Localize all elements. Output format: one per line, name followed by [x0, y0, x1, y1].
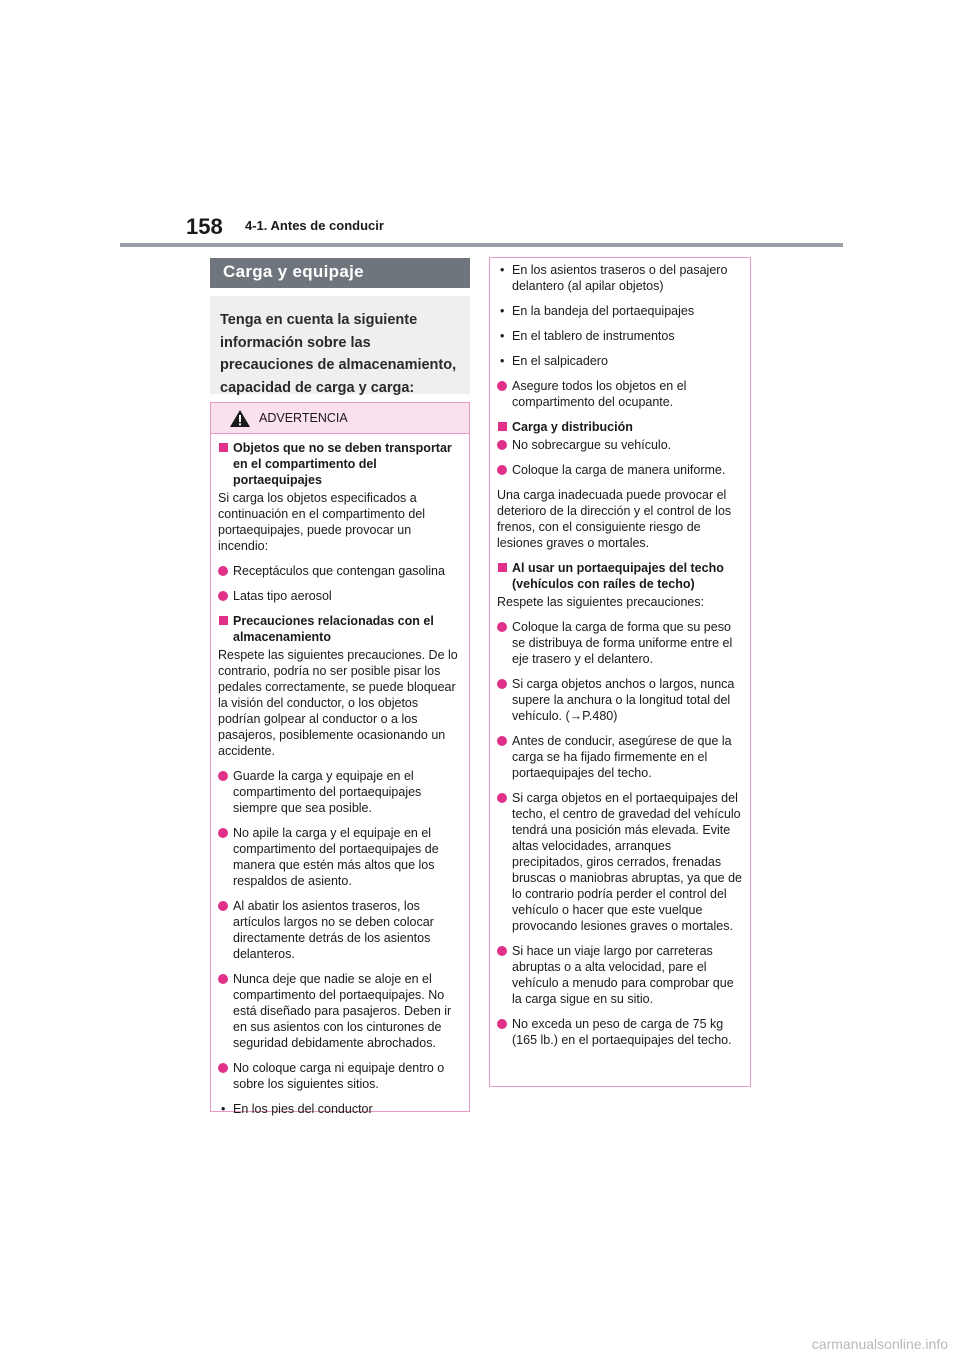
warning-bullet: No coloque carga ni equipaje dentro o sobre los siguientes sitios.	[218, 1060, 463, 1092]
dot-item: • En el salpicadero	[497, 353, 744, 369]
warning-paragraph: Si carga los objetos especificados a continuación en el compartimento del portaequipajes, puede provocar un incendio:	[218, 491, 426, 553]
paragraph: Una carga inadecuada puede provocar el deterioro de la dirección y el control de los frenos, con el consiguiente riesgo de lesiones graves o mortales.	[497, 488, 732, 550]
bullet-item: Antes de conducir, asegúrese de que la carga se ha fijado firmemente en el portaequipajes del techo.	[497, 733, 744, 781]
bullet-item: Coloque la carga de forma que su peso se distribuya de forma uniforme entre el eje trasero y el delantero.	[497, 619, 744, 667]
warning-dot-item: • En los pies del conductor	[218, 1101, 463, 1117]
watermark-link[interactable]: carmanualsonline.info	[811, 1336, 948, 1352]
warning-paragraph: Respete las siguientes precauciones. De lo contrario, podría no ser posible pisar los pedales correctamente, se puede bloquear la visión del conductor, o los objetos podrían golpear al conductor o a los pasajeros, posiblemente ocasionando un accidente.	[218, 648, 458, 758]
warning-box	[210, 402, 470, 1116]
warning-bullet: No apile la carga y el equipaje en el compartimento del portaequipajes de manera que estén más altos que los respaldos de asiento.	[218, 825, 463, 889]
warning-bullet: Guarde la carga y equipaje en el compartimento del portaequipajes siempre que sea posible.	[218, 768, 463, 816]
warning-heading: Precauciones relacionadas con el almacenamiento	[218, 613, 463, 645]
bullet-item: No sobrecargue su vehículo.	[497, 437, 744, 453]
warning-bullet: Latas tipo aerosol	[218, 588, 463, 604]
bullet-item: Si carga objetos anchos o largos, nunca supere la anchura o la longitud total del vehículo. (→P.480)	[497, 676, 744, 724]
warning-header	[211, 403, 469, 434]
warning-heading: Objetos que no se deben transportar en el compartimento del portaequipajes	[218, 440, 463, 488]
bullet-item: Si carga objetos en el portaequipajes del techo, el centro de gravedad del vehículo tendrá una posición más elevada. Evite altas velocidades, arranques precipitados, giros cerrados, frenadas bruscas o maniobras abruptas, ya que de lo contrario podría perder el control del vehículo o hacer que este vuelque provocando lesiones graves o mortales.	[497, 790, 744, 934]
topic-banner: Carga y equipaje	[210, 258, 470, 288]
bullet-item: Coloque la carga de manera uniforme.	[497, 462, 744, 478]
paragraph: Respete las siguientes precauciones:	[497, 595, 705, 609]
bullet-item: Si hace un viaje largo por carreteras abruptas o a alta velocidad, pare el vehículo a menudo para comprobar que la carga sigue en su sitio.	[497, 943, 744, 1007]
warning-bullet: Nunca deje que nadie se aloje en el compartimento del portaequipajes. No está diseñado para pasajeros. Deben ir en sus asientos con los cinturones de seguridad debidamente abrochados.	[218, 971, 463, 1051]
header-divider	[120, 243, 843, 247]
subheading: Al usar un portaequipajes del techo (vehículos con raíles de techo)	[497, 560, 744, 592]
bullet-item: No exceda un peso de carga de 75 kg (165 lb.) en el portaequipajes del techo.	[497, 1016, 744, 1048]
dot-item: • En el tablero de instrumentos	[497, 328, 744, 344]
dot-item: • En los asientos traseros o del pasajero delantero (al apilar objetos)	[497, 262, 744, 294]
warning-triangle-icon	[229, 409, 251, 433]
intro-text: Tenga en cuenta la siguiente información sobre las precauciones de almacenamiento, capacidad de carga y carga:	[210, 296, 470, 394]
subheading: Carga y distribución	[497, 419, 744, 435]
warning-bullet: Receptáculos que contengan gasolina	[218, 563, 463, 579]
dot-item: • En la bandeja del portaequipajes	[497, 303, 744, 319]
bullet-item: Asegure todos los objetos en el compartimento del ocupante.	[497, 378, 744, 410]
section-title: 4-1. Antes de conducir	[245, 218, 384, 233]
warning-box-continued	[489, 257, 751, 1087]
page-number: 158	[186, 214, 223, 239]
warning-bullet: Al abatir los asientos traseros, los artículos largos no se deben colocar directamente detrás de los asientos delanteros.	[218, 898, 463, 962]
warning-title: ADVERTENCIA	[259, 411, 348, 425]
